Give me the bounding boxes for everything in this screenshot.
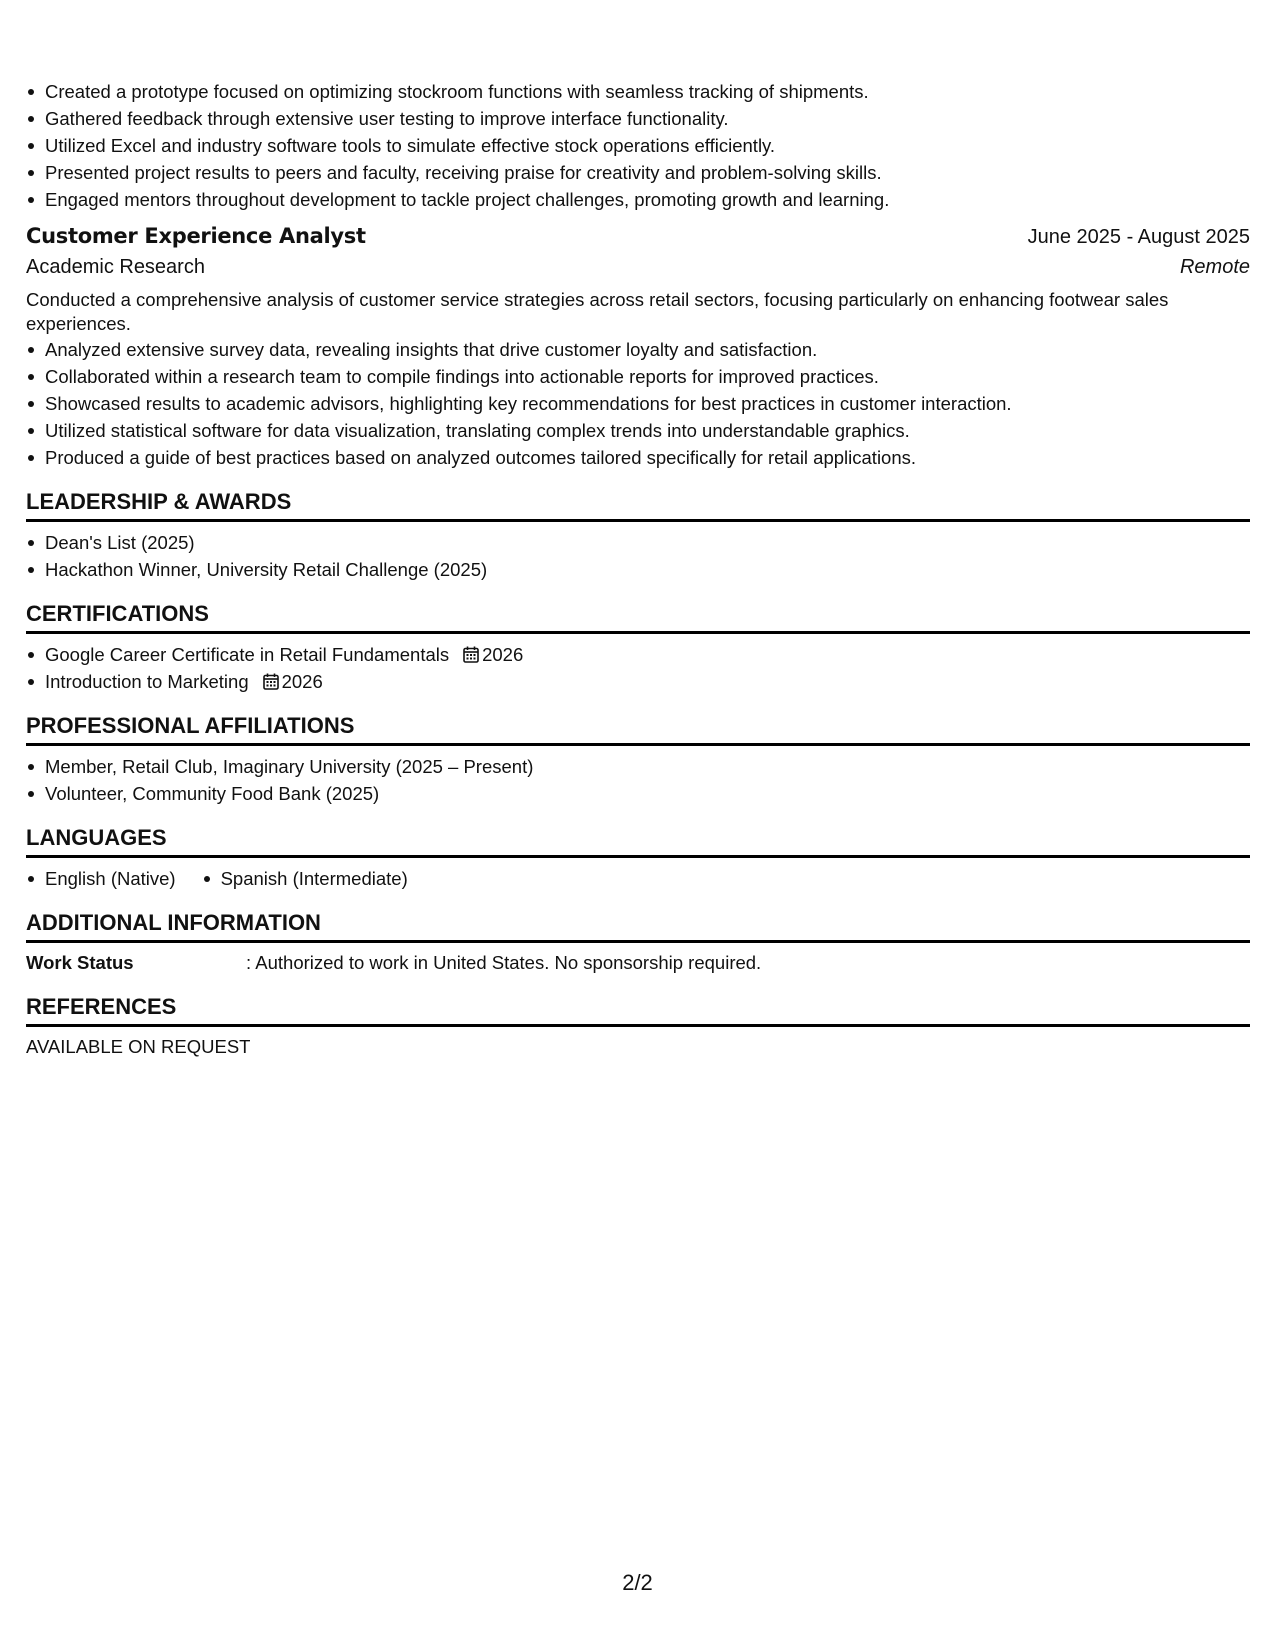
job-title: Customer Experience Analyst	[26, 224, 366, 248]
certification-item	[26, 641, 1250, 668]
list-item: Engaged mentors throughout development to tackle project challenges, promoting growth and learning.	[26, 186, 1250, 213]
leadership-list	[26, 529, 1250, 583]
calendar-icon	[263, 673, 279, 690]
section-title-additional-info: ADDITIONAL INFORMATION	[26, 909, 1250, 943]
list-item: Created a prototype focused on optimizing stockroom functions with seamless tracking of shipments.	[26, 78, 1250, 105]
section-title-references: REFERENCES	[26, 993, 1250, 1027]
list-item: Showcased results to academic advisors, highlighting key recommendations for best practices in customer interaction.	[26, 390, 1250, 417]
list-item: Presented project results to peers and faculty, receiving praise for creativity and problem-solving skills.	[26, 159, 1250, 186]
section-title-languages: LANGUAGES	[26, 824, 1250, 858]
list-item: Hackathon Winner, University Retail Challenge (2025)	[26, 556, 1250, 583]
list-item: Produced a guide of best practices based on analyzed outcomes tailored specifically for retail applications.	[26, 444, 1250, 471]
affiliations-list	[26, 753, 1250, 807]
certification-name: Google Career Certificate in Retail Fundamentals	[45, 644, 450, 665]
list-item: Gathered feedback through extensive user testing to improve interface functionality.	[26, 105, 1250, 132]
section-title-affiliations: PROFESSIONAL AFFILIATIONS	[26, 712, 1250, 746]
job-description: Conducted a comprehensive analysis of customer service strategies across retail sectors, focusing particularly on enhancing footwear sales experiences.	[26, 289, 1169, 334]
work-status-row	[26, 950, 1250, 976]
list-item: Collaborated within a research team to compile findings into actionable reports for improved practices.	[26, 363, 1250, 390]
page-number: 2/2	[622, 1570, 653, 1595]
list-item: Member, Retail Club, Imaginary University (2025 – Present)	[26, 753, 1250, 780]
job-dates: June 2025 - August 2025	[1027, 226, 1250, 248]
section-title-certifications: CERTIFICATIONS	[26, 600, 1250, 634]
work-status-label: Work Status	[26, 952, 134, 973]
project-bullet-list	[26, 78, 1250, 213]
job-location: Remote	[1179, 256, 1250, 278]
certifications-list	[26, 641, 1250, 695]
job-organization: Academic Research	[26, 256, 205, 278]
certification-year: 2026	[281, 671, 323, 692]
list-item: Dean's List (2025)	[26, 529, 1250, 556]
section-title-leadership: LEADERSHIP & AWARDS	[26, 488, 1250, 522]
certification-item	[26, 668, 1250, 695]
list-item: Analyzed extensive survey data, revealing insights that drive customer loyalty and satisfaction.	[26, 336, 1250, 363]
job-header	[26, 221, 1250, 252]
certification-name: Introduction to Marketing	[45, 671, 249, 692]
job-bullet-list	[26, 336, 1250, 471]
languages-list	[26, 865, 1250, 892]
job-subheader	[26, 252, 1250, 282]
list-item: Volunteer, Community Food Bank (2025)	[26, 780, 1250, 807]
calendar-icon	[463, 646, 479, 663]
list-item: Utilized Excel and industry software tools to simulate effective stock operations efficiently.	[26, 132, 1250, 159]
references-text: AVAILABLE ON REQUEST	[26, 1036, 251, 1057]
certification-year: 2026	[482, 644, 524, 665]
list-item: Utilized statistical software for data visualization, translating complex trends into understandable graphics.	[26, 417, 1250, 444]
language-item: Spanish (Intermediate)	[202, 865, 408, 892]
resume-page	[26, 78, 1250, 1060]
language-item: English (Native)	[26, 865, 176, 892]
work-status-value: : Authorized to work in United States. No sponsorship required.	[246, 952, 762, 973]
